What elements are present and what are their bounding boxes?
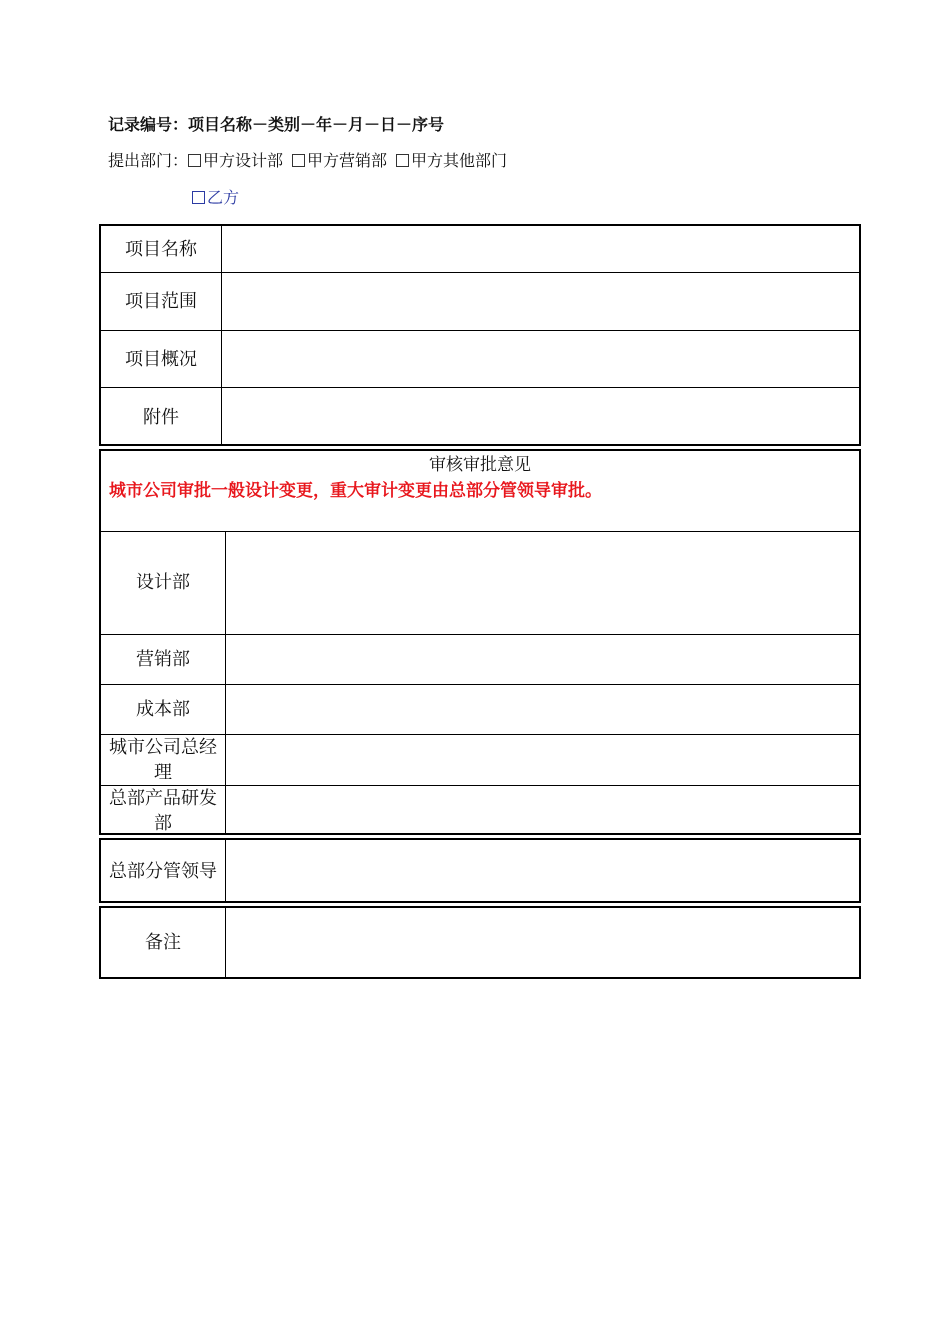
table-row: [101, 531, 859, 635]
option-party-a-marketing: 甲方营销部: [307, 151, 388, 170]
hq-leader-opinion-field[interactable]: [226, 840, 859, 902]
project-overview-field[interactable]: [222, 331, 859, 387]
row-label: 城市公司总经理: [101, 735, 226, 785]
table-row: [101, 388, 859, 446]
hq-rd-opinion-field[interactable]: [226, 786, 859, 835]
table-row: [101, 635, 859, 685]
row-label: 营销部: [101, 635, 226, 684]
approval-table: [99, 449, 861, 835]
table-row: [101, 273, 859, 331]
approval-note: 城市公司审批一般设计变更，重大审计变更由总部分管领导审批。: [109, 481, 602, 501]
remarks-field[interactable]: [226, 908, 859, 977]
party-b-option: [192, 188, 239, 208]
project-scope-field[interactable]: [222, 273, 859, 330]
dept-selector: [108, 151, 507, 171]
double-rule-divider: [99, 444, 861, 446]
dept-label: 提出部门：: [108, 151, 189, 170]
table-row: [101, 735, 859, 786]
table-row: [101, 685, 859, 735]
row-label: 项目范围: [101, 273, 222, 330]
attachment-field[interactable]: [222, 388, 859, 446]
row-label: 设计部: [101, 531, 226, 634]
table-row: [101, 331, 859, 388]
table-row: [101, 786, 859, 835]
marketing-dept-opinion-field[interactable]: [226, 635, 859, 684]
remarks-table: [99, 906, 861, 979]
option-party-a-design: 甲方设计部: [203, 151, 284, 170]
project-info-table: [99, 224, 861, 446]
checkbox-party-a-other[interactable]: [396, 154, 409, 167]
row-label: 成本部: [101, 685, 226, 734]
approval-header: [101, 451, 859, 532]
row-label: 备注: [101, 908, 226, 977]
cost-dept-opinion-field[interactable]: [226, 685, 859, 734]
table-row: [101, 226, 859, 273]
double-rule-divider: [99, 833, 861, 835]
checkbox-party-b[interactable]: [192, 191, 205, 204]
row-label: 总部产品研发部: [101, 786, 226, 835]
design-dept-opinion-field[interactable]: [226, 531, 859, 634]
hq-leader-table: [99, 838, 861, 902]
option-party-b: 乙方: [207, 188, 240, 207]
option-party-a-other: 甲方其他部门: [411, 151, 508, 170]
row-label: 总部分管领导: [101, 840, 226, 902]
project-name-field[interactable]: [222, 226, 859, 272]
approval-title: 审核审批意见: [429, 455, 531, 475]
table-row: [101, 908, 859, 977]
row-label: 项目概况: [101, 331, 222, 387]
row-label: 项目名称: [101, 226, 222, 272]
row-label: 附件: [101, 388, 222, 446]
city-gm-opinion-field[interactable]: [226, 735, 859, 785]
record-number: 记录编号：项目名称－类别－年－月－日－序号: [108, 115, 445, 134]
table-row: [101, 840, 859, 902]
double-rule-divider: [99, 901, 861, 903]
checkbox-party-a-design[interactable]: [188, 154, 201, 167]
checkbox-party-a-marketing[interactable]: [292, 154, 305, 167]
